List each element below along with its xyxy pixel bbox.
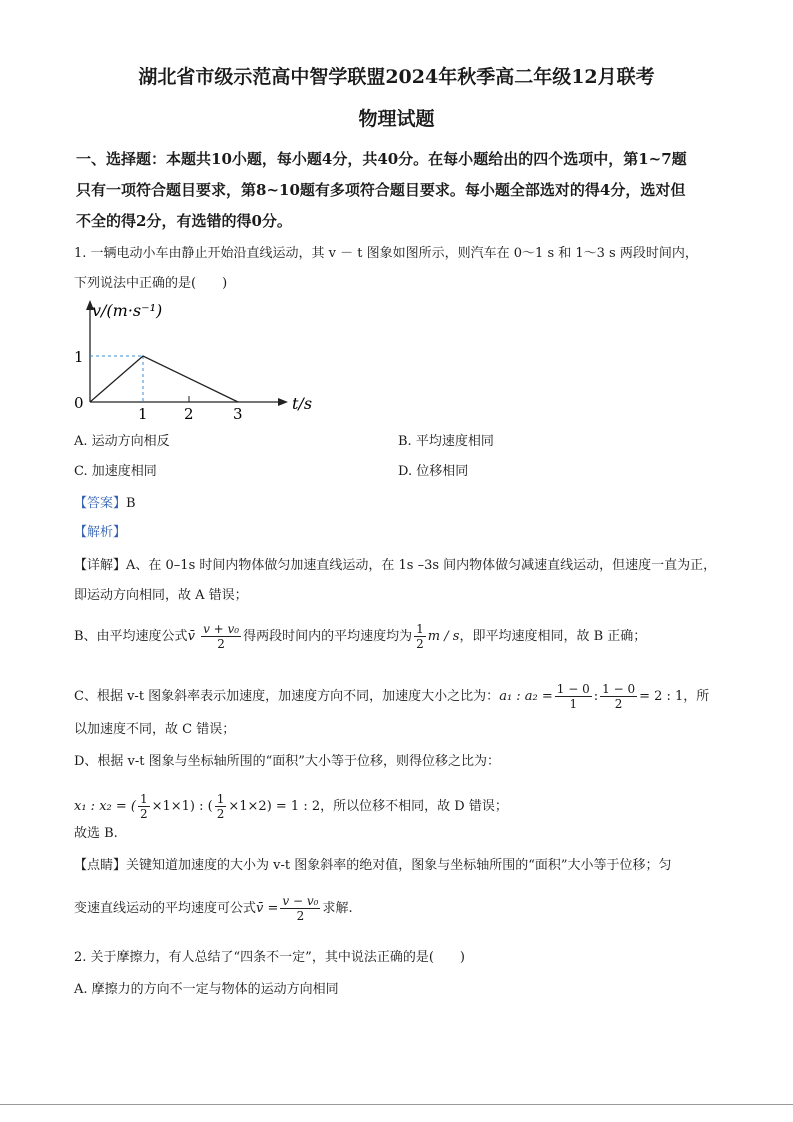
section-heading-line-3: 不全的得2分，有选错的得0分。 <box>76 212 292 230</box>
tip-pre: 变速直线运动的平均速度可公式 <box>74 901 257 916</box>
page-title: 湖北省市级示范高中智学联盟2024年秋季高二年级12月联考 <box>138 66 655 88</box>
detail-d-lhs: x₁ : x₂ = ( <box>74 799 136 814</box>
y-axis-label: v/(m·s⁻¹) <box>92 301 163 320</box>
detail-d-f2-den: 2 <box>216 807 225 821</box>
detail-c-ratio-lhs: a₁ : a₂ = <box>499 689 553 704</box>
tip-num: v − v₀ <box>282 894 319 908</box>
section-heading-line-2: 只有一项符合题目要求，第8~10题有多项符合题目要求。每小题全部选对的得4分，选对但 <box>76 181 686 199</box>
answer-tag: 【答案】 <box>74 496 127 511</box>
x-axis-label: t/s <box>292 394 313 413</box>
detail-d-line-2 <box>74 792 508 821</box>
q1-option-a: A. 运动方向相反 <box>74 434 170 449</box>
tip-lhs: v̄ = <box>256 901 279 916</box>
x-tick-label-2: 2 <box>184 405 194 423</box>
q1-option-c: C. 加速度相同 <box>74 464 157 479</box>
detail-b-pre: B、由平均速度公式 <box>74 629 188 644</box>
detail-d-f1-num: 1 <box>139 792 148 806</box>
detail-d-line-1: D、根据 v-t 图象与坐标轴所围的“面积”大小等于位移，则得位移之比为： <box>74 754 500 769</box>
tip-line-2 <box>74 894 353 923</box>
q1-stem-line-1: 1. 一辆电动小车由静止开始沿直线运动，其 v － t 图象如图所示，则汽车在 0～1 s 和 1～3 s 两段时间内， <box>74 246 698 261</box>
tip-post: 求解. <box>322 901 353 916</box>
x-axis-arrow <box>278 398 288 406</box>
detail-d-f2-num: 1 <box>216 792 225 806</box>
q2-stem: 2. 关于摩擦力，有人总结了“四条不一定”，其中说法正确的是( ) <box>74 950 465 965</box>
detail-b-num: v + v₀ <box>203 622 240 636</box>
analysis-tag: 【解析】 <box>74 525 127 540</box>
q2-option-a: A. 摩擦力的方向不一定与物体的运动方向相同 <box>74 982 339 997</box>
vt-graph <box>70 298 330 426</box>
bottom-divider <box>0 1104 793 1105</box>
detail-c-f1-den: 1 <box>569 697 578 711</box>
detail-c-post: ，所 <box>683 689 710 704</box>
y-tick-label-1: 1 <box>74 348 84 366</box>
detail-d-fraction-2 <box>215 792 227 821</box>
detail-b-unit: m / s <box>427 629 460 644</box>
velocity-line <box>90 356 238 402</box>
detail-b-value-fraction <box>414 622 426 651</box>
q1-stem-line-2: 下列说法中正确的是( ) <box>74 276 228 291</box>
detail-c-line-1: C、根据 v-t 图象斜率表示加速度，加速度方向不同，加速度大小之比为：a₁ : a₂ = $\frac{1 - 0}{1}$ : $\frac{1 - 0}{2}$ = 2 : 1，所 <box>74 682 710 711</box>
detail-c-pre: C、根据 v-t 图象斜率表示加速度，加速度方向不同，加速度大小之比为： <box>74 689 500 704</box>
detail-c-f2-num: 1 − 0 <box>602 682 636 696</box>
detail-b-den: 2 <box>217 637 225 651</box>
detail-d-post: ，所以位移不相同，故 D 错误； <box>320 799 508 814</box>
detail-b-val-den: 2 <box>416 637 424 651</box>
detail-d-f1-den: 2 <box>139 807 148 821</box>
tip-line-1: 【点睛】关键知道加速度的大小为 v-t 图象斜率的绝对值，图象与坐标轴所围的“面积”大小等于位移；匀 <box>74 858 672 873</box>
conclusion: 故选 B. <box>74 826 118 841</box>
detail-b-lhs: v̄ <box>187 629 195 644</box>
detail-b-line <box>74 622 646 651</box>
detail-a-line-2: 即运动方向相同，故 A 错误； <box>74 588 248 603</box>
detail-b-post: ，即平均速度相同，故 B 正确； <box>459 629 647 644</box>
origin-label: 0 <box>74 394 84 412</box>
detail-b-formula-fraction <box>201 622 241 651</box>
x-tick-label-1: 1 <box>138 405 148 423</box>
detail-b-mid: 得两段时间内的平均速度均为 <box>243 629 413 644</box>
detail-c-f2-den: 2 <box>614 697 623 711</box>
x-tick-label-3: 3 <box>233 405 243 423</box>
answer-line <box>74 494 136 514</box>
q1-option-b: B. 平均速度相同 <box>398 434 494 449</box>
page-subtitle: 物理试题 <box>358 108 435 130</box>
detail-c-line-2: 以加速度不同，故 C 错误； <box>74 722 236 737</box>
detail-c-f1-num: 1 − 0 <box>556 682 590 696</box>
tip-den: 2 <box>296 909 305 923</box>
detail-a-line-1: 【详解】A、在 0–1s 时间内物体做匀加速直线运动，在 1s –3s 间内物体做匀减速直线运动，但速度一直为正， <box>74 558 717 573</box>
answer-value: B <box>126 496 136 511</box>
detail-d-mid-1: ×1×1) : ( <box>151 799 213 814</box>
detail-d-mid-2: ×1×2) = 1 : 2 <box>228 799 321 814</box>
detail-d-fraction-1 <box>138 792 150 821</box>
detail-c-fraction-2 <box>600 682 637 711</box>
tip-fraction <box>280 894 320 923</box>
section-heading-line-1: 一、选择题：本题共10小题，每小题4分，共40分。在每小题给出的四个选项中，第1~7题 <box>76 150 687 168</box>
detail-b-val-num: 1 <box>416 622 424 636</box>
detail-c-fraction-1 <box>555 682 592 711</box>
q1-option-d: D. 位移相同 <box>398 464 469 479</box>
detail-c-result: = 2 : 1 <box>639 689 684 704</box>
